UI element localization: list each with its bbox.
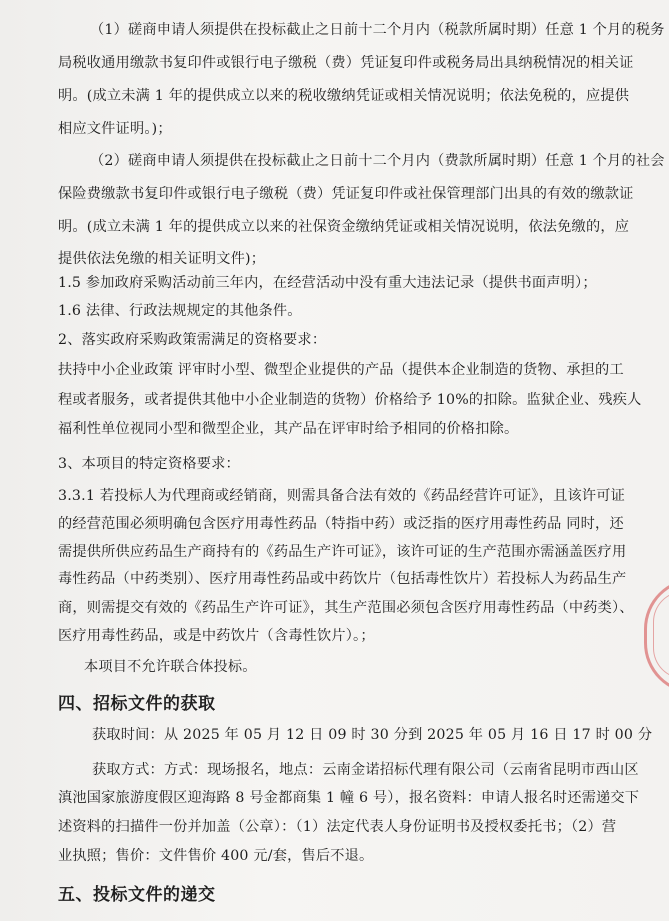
- paragraph-line: 商，则需提交有效的《药品生产许可证》，其生产范围必须包含医疗用毒性药品（中药类）、: [58, 600, 634, 616]
- acquisition-method: 业执照；售价：文件售价 400 元/套，售后不退。: [58, 848, 374, 864]
- paragraph-line: 本项目不允许联合体投标。: [84, 659, 257, 675]
- paragraph-line: 相应文件证明。)；: [58, 121, 172, 137]
- section-heading: 四、招标文件的获取: [58, 694, 216, 714]
- paragraph-line: 福利性单位视同小型和微型企业，其产品在评审时给予相同的价格扣除。: [58, 421, 519, 437]
- paragraph-line: 明。(成立未满 1 年的提供成立以来的税收缴纳凭证或相关情况说明；依法免税的，应提供: [58, 88, 630, 104]
- paragraph-line: 局税收通用缴款书复印件或银行电子缴税（费）凭证复印件或税务局出具纳税情况的相关证: [58, 55, 634, 71]
- paragraph-line: 明。(成立未满 1 年的提供成立以来的社保资金缴纳凭证或相关情况说明，依法免缴的，应: [58, 219, 630, 235]
- paragraph-line: 程或者服务，或者提供其他中小企业制造的货物）价格给予 10%的扣除。监狱企业、残疾人: [58, 392, 642, 408]
- paragraph-line: 提供依法免缴的相关证明文件)；: [58, 251, 266, 267]
- paragraph-line: 扶持中小企业政策 评审时小型、微型企业提供的产品（提供本企业制造的货物、承担的工: [58, 362, 624, 378]
- paragraph-line: 需提供所供应药品生产商持有的《药品生产许可证》，该许可证的生产范围亦需涵盖医疗用: [58, 544, 627, 560]
- paragraph-line: 的经营范围必须明确包含医疗用毒性药品（特指中药）或泛指的医疗用毒性药品 同时，还: [58, 516, 624, 532]
- paragraph-line: 3.3.1 若投标人为代理商或经销商，则需具备合法有效的《药品经营许可证》，且该许可证: [58, 488, 626, 504]
- acquisition-method: 述资料的扫描件一份并加盖（公章）：（1）法定代表人身份证明书及授权委托书；（2）营: [58, 819, 617, 835]
- paragraph-line: （1）磋商申请人须提供在投标截止之日前十二个月内（税款所属时期）任意 1 个月的税务: [90, 22, 665, 38]
- paragraph-line: 毒性药品（中药类别）、医疗用毒性药品或中药饮片（包括毒性饮片）若投标人为药品生产: [58, 571, 627, 587]
- acquisition-time: 获取时间：从 2025 年 05 月 12 日 09 时 30 分到 2025 年 05 月 16 日 17 时 00 分: [92, 727, 653, 743]
- paragraph-line: 医疗用毒性药品，或是中药饮片（含毒性饮片）。；: [58, 628, 375, 644]
- acquisition-method: 获取方式：方式：现场报名，地点：云南金诺招标代理有限公司（云南省昆明市西山区: [92, 762, 639, 778]
- paragraph-line: 1.5 参加政府采购活动前三年内，在经营活动中没有重大违法记录（提供书面声明）；: [58, 275, 597, 291]
- official-seal-inner-ring: [653, 591, 669, 679]
- acquisition-method: 滇池国家旅游度假区迎海路 8 号金都商集 1 幢 6 号），报名资料：申请人报名时还需递交下: [58, 790, 640, 806]
- paragraph-line: 2、落实政府采购政策需满足的资格要求：: [58, 332, 327, 348]
- section-heading: 五、投标文件的递交: [58, 885, 216, 905]
- paragraph-line: 3、本项目的特定资格要求：: [58, 456, 240, 472]
- paragraph-line: 保险费缴款书复印件或银行电子缴税（费）凭证复印件或社保管理部门出具的有效的缴款证: [58, 186, 634, 202]
- paragraph-line: 1.6 法律、行政法规规定的其他条件。: [58, 303, 302, 319]
- paragraph-line: （2）磋商申请人须提供在投标截止之日前十二个月内（费款所属时期）任意 1 个月的社会: [90, 153, 665, 169]
